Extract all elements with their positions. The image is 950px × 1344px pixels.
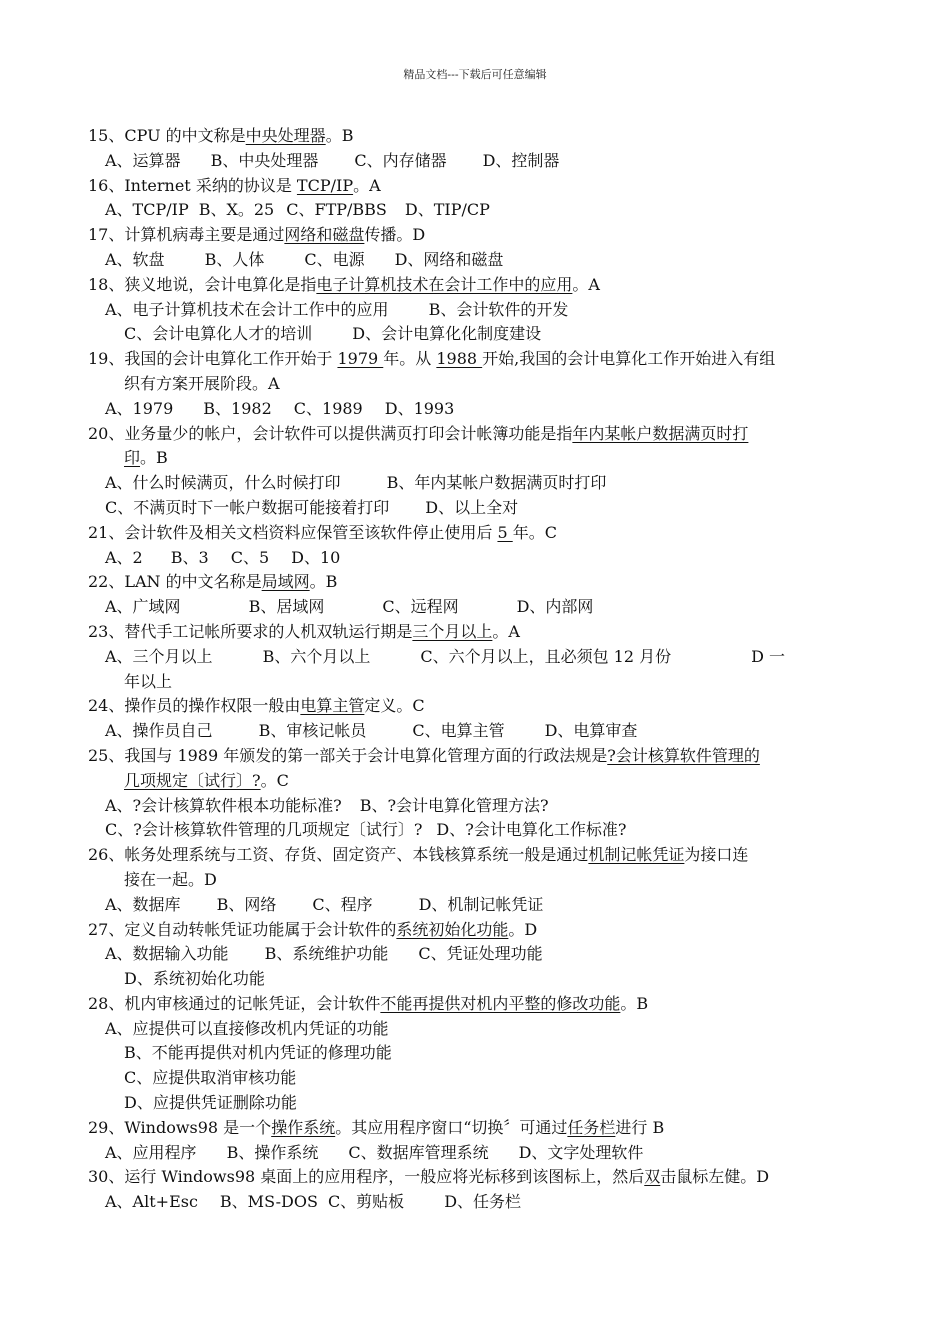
text-run: 16、Internet 采纳的协议是: [88, 175, 297, 195]
text-run: 进行 B: [615, 1117, 665, 1137]
question-line: [88, 570, 880, 595]
text-run: B、人体: [204, 249, 265, 269]
text-run: C、?会计核算软件管理的几项规定〔试行〕?: [105, 820, 423, 840]
text-run: 19、我国的会计电算化工作开始于: [88, 349, 338, 369]
text-run: 。A: [572, 274, 600, 294]
text-run: B、居域网: [248, 597, 325, 617]
option-line: [88, 496, 880, 521]
text-run: B、中央处理器: [210, 150, 319, 170]
text-run: 。D: [508, 919, 538, 939]
text-run: A、TCP/IP: [105, 200, 189, 220]
text-run: C、六个月以上，且必须包 12 月份: [420, 646, 672, 666]
text-run: 15、CPU 的中文称是: [88, 126, 246, 145]
option-line: [88, 818, 880, 843]
text-run: C、凭证处理功能: [418, 944, 543, 964]
question-line: [88, 1165, 880, 1190]
text-run: 击鼠标左健。D: [660, 1167, 770, 1187]
text-run: C、电源: [304, 249, 365, 269]
option-line: [88, 1017, 880, 1042]
option-line: [88, 1066, 880, 1091]
text-run: D 一: [751, 646, 786, 666]
text-run: C、应提供取消审核功能: [124, 1068, 297, 1088]
option-line: [88, 248, 880, 273]
text-run: B、1982: [203, 398, 272, 418]
text-run: 年。C: [512, 522, 557, 542]
text-run: A、?会计核算软件根本功能标准?: [105, 795, 342, 815]
option-line: [88, 149, 880, 174]
text-run: D、文字处理软件: [518, 1142, 644, 1162]
text-run: 年。从: [383, 349, 437, 369]
underlined-answer: 操作系统: [271, 1117, 336, 1137]
text-run: 24、操作员的操作权限一般由: [88, 696, 301, 716]
text-run: D、任务栏: [444, 1192, 522, 1212]
text-run: D、机制记帐凭证: [418, 894, 544, 914]
option-line: [88, 893, 880, 918]
text-run: 定义。C: [364, 696, 425, 716]
text-run: C、1989: [293, 398, 363, 418]
text-run: B、不能再提供对机内凭证的修理功能: [124, 1043, 392, 1063]
text-run: 。B: [325, 126, 354, 145]
text-run: B、3: [170, 547, 209, 567]
text-run: A、操作员自己: [105, 721, 213, 741]
text-run: 25、我国与 1989 年颁发的第一部关于会计电算化管理方面的行政法规是: [88, 745, 608, 765]
text-run: D、网络和磁盘: [394, 249, 504, 269]
underlined-answer: 机制记帐凭证: [588, 845, 685, 865]
underlined-answer: 5: [497, 522, 513, 542]
text-run: D、10: [291, 547, 341, 567]
text-run: 29、Windows98 是一个: [88, 1117, 272, 1137]
text-run: 。C: [260, 770, 289, 790]
underlined-answer: 1979: [337, 349, 384, 369]
question-line: [88, 521, 880, 546]
underlined-answer: 不能再提供对机内平整的修改功能: [380, 993, 621, 1013]
text-run: C、5: [230, 547, 270, 567]
text-run: C、程序: [312, 894, 373, 914]
underlined-answer: 三个月以上: [412, 621, 493, 641]
text-run: A、什么时候满页，什么时候打印: [105, 473, 341, 493]
underlined-answer: 任务栏: [567, 1117, 616, 1137]
option-line: [88, 1091, 880, 1116]
text-run: D、?会计电算化工作标准?: [436, 820, 627, 840]
text-run: A、广域网: [105, 597, 181, 617]
question-continuation: [88, 372, 880, 397]
question-list: [88, 124, 880, 1215]
text-run: 30、运行 Windows98 桌面上的应用程序，一般应将光标移到该图标上，然后: [88, 1167, 645, 1187]
page-header: 精品文档---下载后可任意编辑: [403, 68, 547, 81]
underlined-answer: 双: [644, 1167, 661, 1187]
text-run: D、1993: [384, 398, 455, 418]
text-run: C、FTP/BBS: [286, 200, 387, 220]
text-run: D、电算审查: [544, 721, 638, 741]
question-line: [88, 124, 880, 149]
text-run: 28、机内审核通过的记帐凭证，会计软件: [88, 993, 381, 1013]
text-run: B、X。25: [198, 200, 275, 220]
option-line: [88, 1041, 880, 1066]
question-line: [88, 992, 880, 1017]
option-line: [88, 546, 880, 571]
question-line: [88, 918, 880, 943]
option-line: [88, 322, 880, 347]
underlined-answer: ?会计核算软件管理的: [607, 745, 760, 765]
question-line: [88, 694, 880, 719]
text-run: B、?会计电算化管理方法?: [359, 795, 549, 815]
text-run: C、数据库管理系统: [348, 1142, 489, 1162]
text-run: 23、替代手工记帐所要求的人机双轨运行期是: [88, 621, 413, 641]
question-line: [88, 843, 880, 868]
text-run: A、Alt+Esc: [105, 1192, 198, 1212]
question-line: [88, 422, 880, 447]
text-run: D、TIP/CP: [404, 200, 490, 220]
text-run: 。B: [140, 448, 168, 468]
text-run: C、会计电算化人才的培训: [124, 324, 313, 344]
text-run: C、远程网: [382, 597, 459, 617]
text-run: D、应提供凭证删除功能: [124, 1093, 297, 1113]
text-run: C、剪贴板: [327, 1192, 405, 1212]
underlined-answer: 中央处理器: [245, 126, 326, 145]
option-line: [88, 967, 880, 992]
text-run: A、三个月以上: [105, 646, 213, 666]
question-line: [88, 1116, 880, 1141]
text-run: B、六个月以上: [262, 646, 371, 666]
underlined-answer: TCP/IP: [296, 175, 354, 195]
text-run: B、网络: [216, 894, 277, 914]
option-line: [88, 1190, 880, 1215]
text-run: 为接口连: [684, 845, 749, 865]
option-line: [88, 794, 880, 819]
option-line: [88, 719, 880, 744]
option-line: [88, 645, 880, 670]
underlined-answer: 几项规定〔试行〕?: [124, 770, 261, 790]
text-run: 。其应用程序窗口“切换〞可通过: [335, 1117, 568, 1137]
text-run: C、电算主管: [412, 721, 505, 741]
question-line: [88, 620, 880, 645]
text-run: 27、定义自动转帐凭证功能属于会计软件的: [88, 919, 397, 939]
underlined-answer: 年内某帐户数据满页时打: [572, 423, 749, 443]
question-continuation: [88, 769, 880, 794]
option-line: [88, 471, 880, 496]
text-run: D、以上全对: [425, 497, 519, 517]
option-line: [88, 198, 880, 223]
underlined-answer: 1988: [436, 349, 483, 369]
text-run: A、软盘: [105, 249, 165, 269]
text-run: D、控制器: [482, 150, 560, 170]
text-run: 传播。D: [364, 225, 426, 245]
question-line: [88, 174, 880, 199]
text-run: B、会计软件的开发: [428, 299, 569, 319]
text-run: 。B: [309, 572, 338, 592]
text-run: B、操作系统: [226, 1142, 319, 1162]
question-continuation: [88, 868, 880, 893]
text-run: 。A: [492, 621, 520, 641]
text-run: B、审核记帐员: [258, 721, 367, 741]
text-run: D、系统初始化功能: [124, 969, 265, 989]
text-run: 18、狭义地说，会计电算化是指: [88, 274, 317, 294]
text-run: 织有方案开展阶段。A: [124, 373, 280, 393]
text-run: 17、计算机病毒主要是通过: [88, 225, 285, 245]
text-run: D、内部网: [516, 597, 594, 617]
option-line: [88, 1141, 880, 1166]
option-line: [88, 942, 880, 967]
question-line: [88, 273, 880, 298]
underlined-answer: 电子计算机技术在会计工作中的应用: [316, 274, 573, 294]
text-run: D、会计电算化化制度建设: [352, 324, 542, 344]
text-run: C、内存储器: [354, 150, 447, 170]
text-run: 20、业务量少的帐户，会计软件可以提供满页打印会计帐簿功能是指: [88, 423, 573, 443]
question-continuation: [88, 446, 880, 471]
text-run: 22、LAN 的中文名称是: [88, 572, 262, 592]
text-run: B、系统维护功能: [264, 944, 389, 964]
text-run: A、2: [105, 547, 143, 567]
text-run: 年以上: [124, 671, 173, 691]
text-run: 。B: [620, 993, 649, 1013]
underlined-answer: 局域网: [261, 572, 310, 592]
text-run: 开始,我国的会计电算化工作开始进入有组: [482, 349, 776, 369]
underlined-answer: 电算主管: [300, 696, 365, 716]
text-run: 26、帐务处理系统与工资、存货、固定资产、本钱核算系统一般是通过: [88, 845, 589, 865]
text-run: A、电子计算机技术在会计工作中的应用: [105, 299, 389, 319]
underlined-answer: 印: [124, 448, 141, 468]
text-run: A、数据输入功能: [105, 944, 229, 964]
text-run: A、运算器: [105, 150, 181, 170]
option-line: [88, 298, 880, 323]
text-run: 接在一起。D: [124, 869, 217, 889]
text-run: A、应提供可以直接修改机内凭证的功能: [105, 1018, 389, 1038]
text-run: B、MS-DOS: [219, 1192, 318, 1212]
text-run: 。A: [353, 175, 381, 195]
text-run: C、不满页时下一帐户数据可能接着打印: [105, 497, 390, 517]
text-run: A、应用程序: [105, 1142, 197, 1162]
question-continuation: [88, 670, 880, 695]
question-line: [88, 223, 880, 248]
option-line: [88, 595, 880, 620]
underlined-answer: 网络和磁盘: [284, 225, 365, 245]
option-line: [88, 397, 880, 422]
text-run: B、年内某帐户数据满页时打印: [386, 473, 607, 493]
text-run: 21、会计软件及相关文档资料应保管至该软件停止使用后: [88, 522, 498, 542]
text-run: A、1979: [105, 398, 174, 418]
underlined-answer: 系统初始化功能: [396, 919, 509, 939]
question-line: [88, 744, 880, 769]
text-run: A、数据库: [105, 894, 181, 914]
question-line: [88, 347, 880, 372]
